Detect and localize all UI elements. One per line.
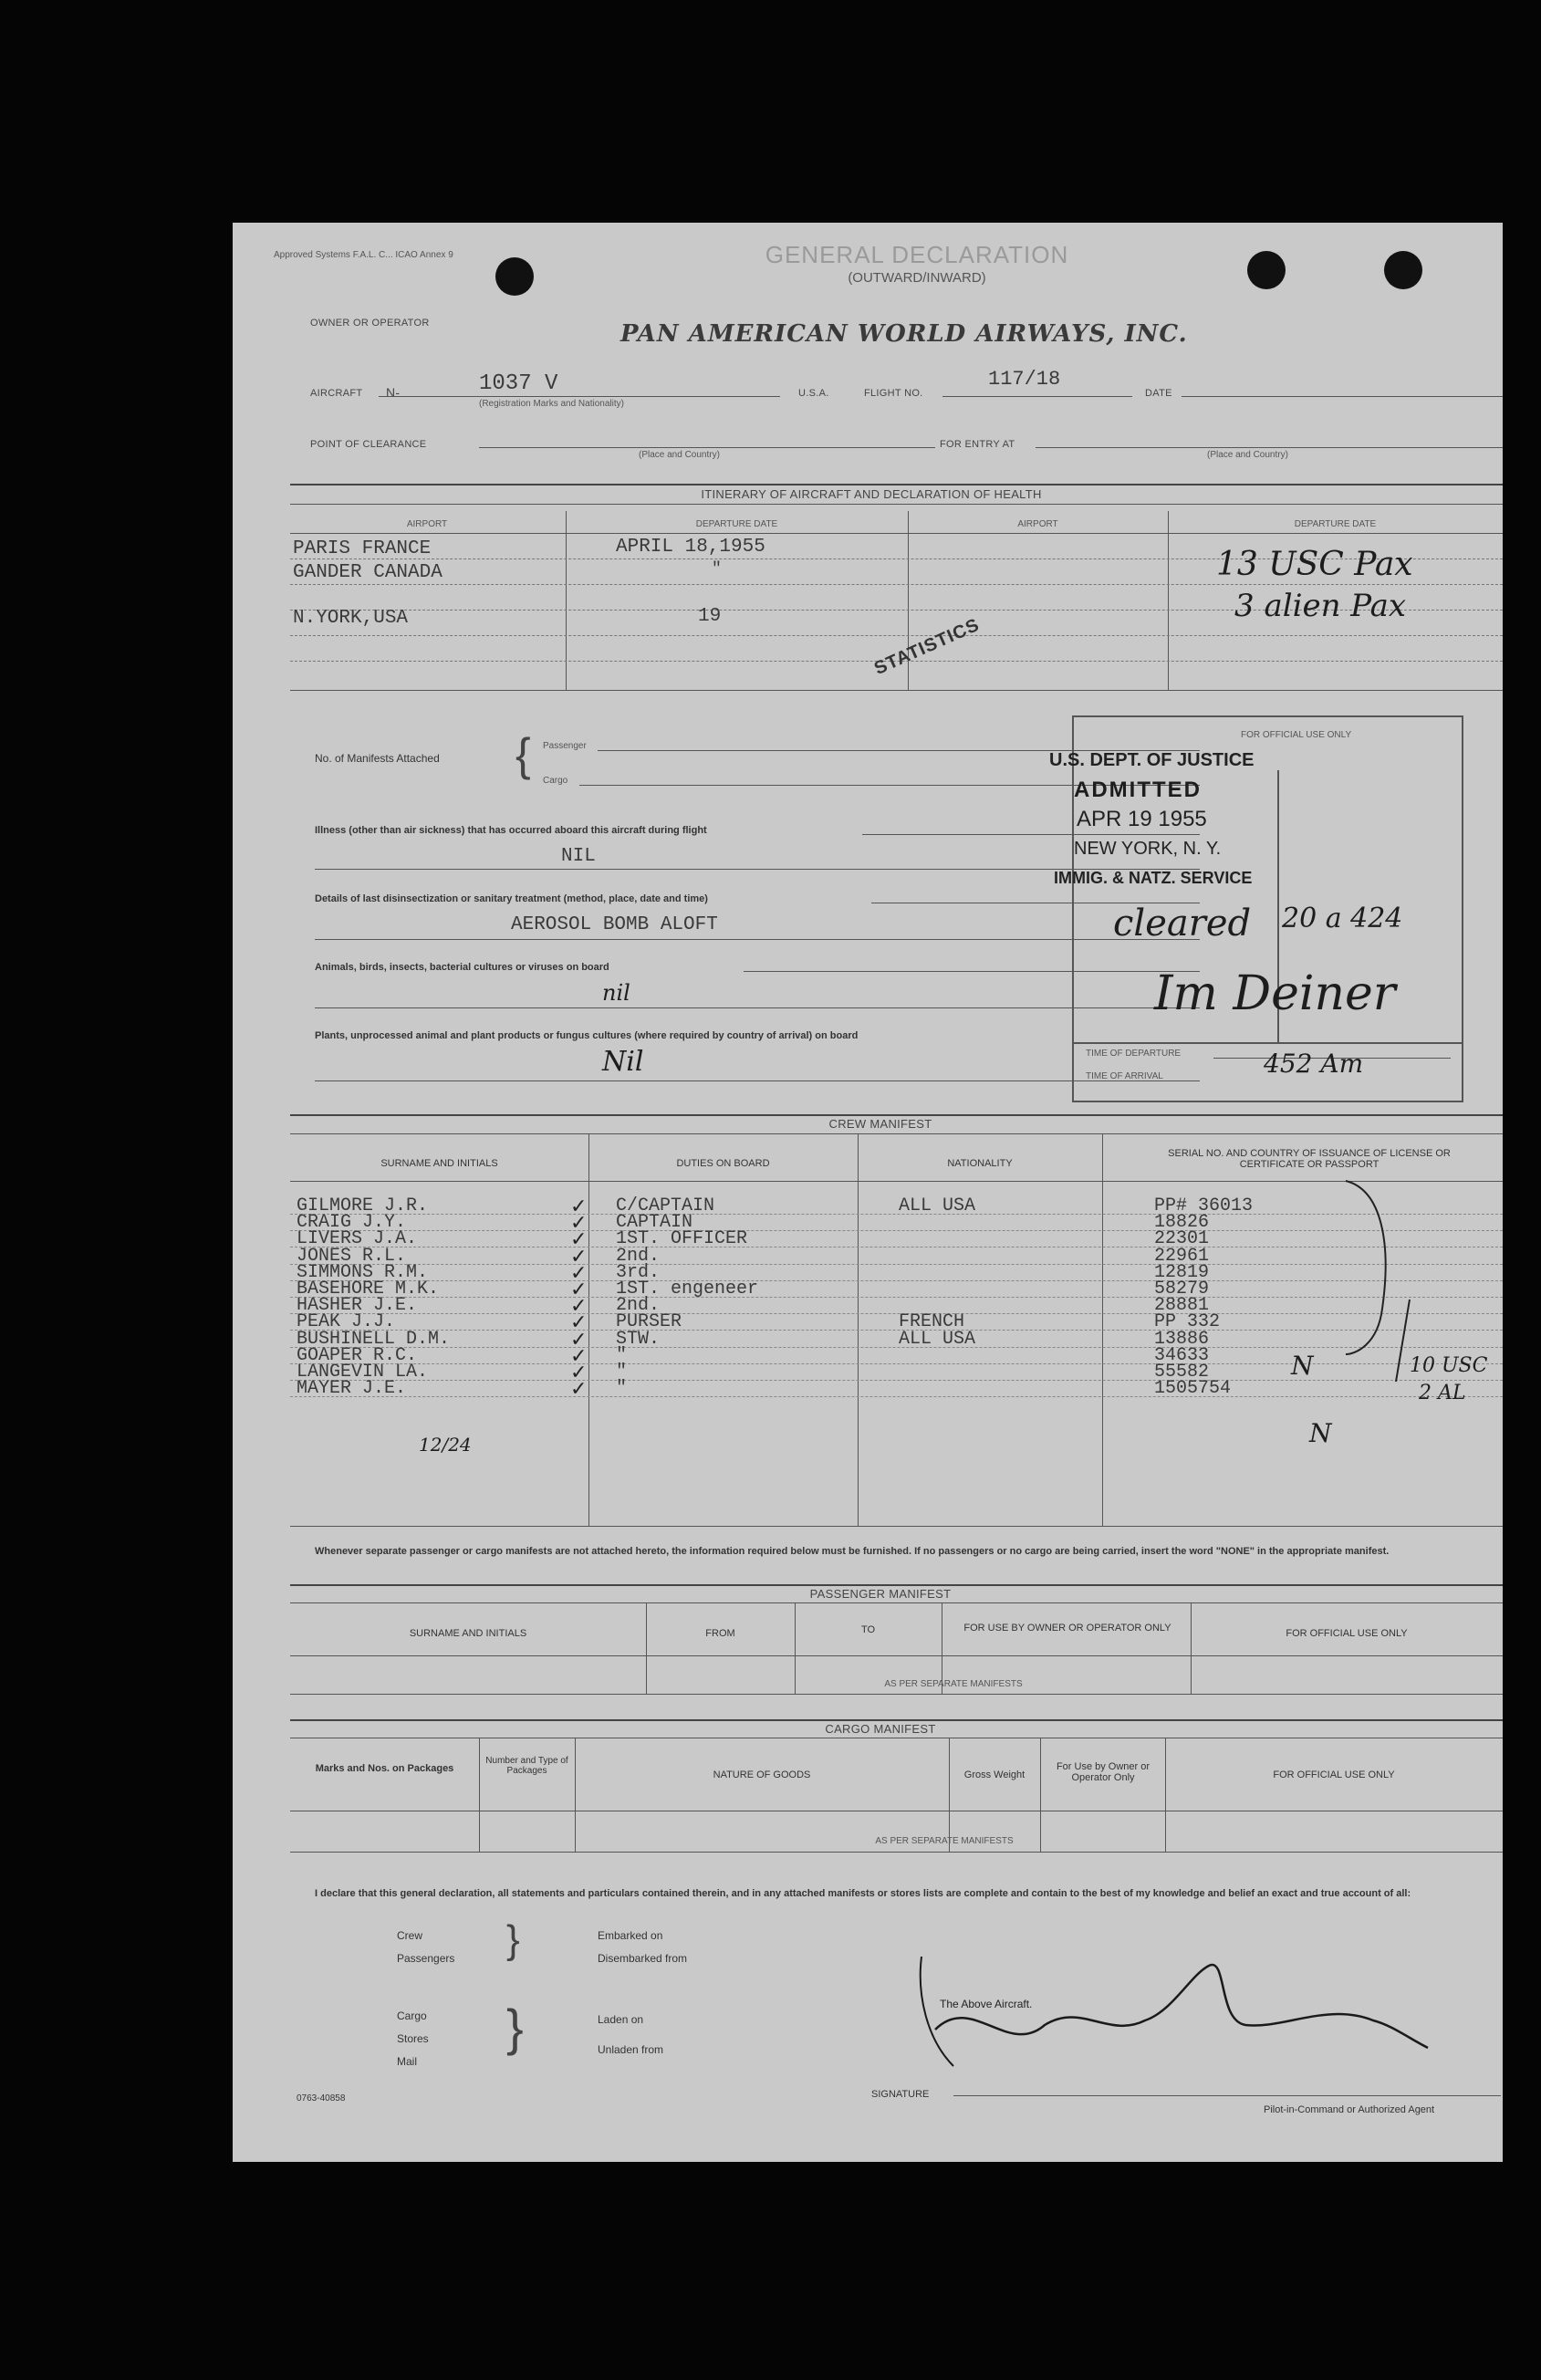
pax-col-from: FROM	[705, 1628, 735, 1639]
crew-serial: PP# 36013	[1154, 1195, 1254, 1216]
stamp-admitted: ADMITTED	[1074, 778, 1202, 802]
stamp-date: APR 19 1955	[1077, 807, 1207, 831]
aircraft-prefix: N-	[386, 385, 401, 400]
crew-serial: 28881	[1154, 1295, 1210, 1317]
crew-serial: 22301	[1154, 1228, 1210, 1250]
crew-name: MAYER J.E.	[297, 1378, 407, 1400]
crew-duty: C/CAPTAIN	[616, 1195, 715, 1216]
crew-serial: 22961	[1154, 1245, 1210, 1267]
punch-hole	[1384, 251, 1422, 289]
check-mark-icon: ✓	[570, 1244, 588, 1268]
hand-right-1: 10 USC	[1410, 1354, 1488, 1377]
crew-name: JONES R.L.	[297, 1245, 407, 1267]
departure-label: TIME OF DEPARTURE	[1086, 1049, 1182, 1059]
flight-label: FLIGHT NO.	[864, 388, 923, 399]
crew-serial: PP 332	[1154, 1311, 1221, 1333]
itinerary-heading: ITINERARY OF AIRCRAFT AND DECLARATION OF HEALTH	[701, 487, 1042, 501]
col-airport: AIRPORT	[406, 519, 448, 529]
handwritten-pax-count: 13 USC Pax	[1216, 546, 1413, 583]
aircraft-number: 1037 V	[479, 371, 558, 396]
col-airport-2: AIRPORT	[1017, 519, 1058, 529]
crew-row	[233, 1294, 1503, 1318]
crew-duty: 2nd.	[616, 1295, 661, 1317]
itinerary-date-2: "	[712, 560, 722, 579]
animals-value: nil	[602, 980, 630, 1006]
check-mark-icon: ✓	[570, 1227, 588, 1251]
check-mark-icon: ✓	[570, 1278, 588, 1300]
clearance-label: POINT OF CLEARANCE	[310, 439, 427, 450]
general-declaration-sheet	[233, 223, 1503, 2162]
crew-name: CRAIG J.Y.	[297, 1212, 407, 1234]
decl-cargo: Cargo	[397, 2009, 427, 2022]
stamp-city: NEW YORK, N. Y.	[1074, 839, 1222, 859]
hand-n1: N	[1291, 1351, 1314, 1381]
cargo-col-weight: Gross Weight	[963, 1769, 1026, 1780]
decl-laden: Laden on	[598, 2013, 644, 2026]
decl-crew: Crew	[397, 1929, 423, 1942]
crew-name: PEAK J.J.	[297, 1311, 396, 1333]
statistics-stamp: STATISTICS	[871, 614, 983, 680]
hand-n2: N	[1309, 1418, 1332, 1448]
hand-left-note: 12/24	[419, 1434, 472, 1456]
operator-name: PAN AMERICAN WORLD AIRWAYS, INC.	[620, 320, 1188, 348]
punch-hole	[1247, 251, 1286, 289]
col-departure-date-2: DEPARTURE DATE	[1294, 519, 1377, 529]
hand-right-2: 2 AL	[1419, 1382, 1466, 1404]
itinerary-date-3: 19	[698, 606, 722, 627]
registration-caption: (Registration Marks and Nationality)	[479, 399, 624, 409]
aircraft-label: AIRCRAFT	[310, 388, 363, 399]
plants-label: Plants, unprocessed animal and plant products or fungus cultures (where required by country of arrival) on board	[315, 1030, 859, 1041]
handwritten-alien-count: 3 alien Pax	[1234, 588, 1407, 624]
crew-row-rule	[290, 1396, 1503, 1397]
punch-hole	[495, 257, 534, 296]
crew-duty: STW.	[616, 1328, 661, 1350]
pax-col-to: TO	[860, 1624, 876, 1635]
crew-serial: 18826	[1154, 1212, 1210, 1234]
crew-serial: 13886	[1154, 1328, 1210, 1350]
pax-col-owner: FOR USE BY OWNER OR OPERATOR ONLY	[963, 1623, 1171, 1634]
usa-label: U.S.A.	[798, 388, 829, 399]
crew-row	[233, 1211, 1503, 1235]
crew-serial: 58279	[1154, 1279, 1210, 1300]
animals-label: Animals, birds, insects, bacterial cultures or viruses on board	[315, 962, 609, 973]
crew-name: BUSHINELL D.M.	[297, 1328, 451, 1350]
crew-serial: 34633	[1154, 1344, 1210, 1366]
decl-disembarked: Disembarked from	[598, 1952, 688, 1965]
crew-serial: 12819	[1154, 1261, 1210, 1283]
crew-row	[233, 1195, 1503, 1217]
brace-icon: {	[515, 729, 531, 780]
col-departure-date: DEPARTURE DATE	[695, 519, 778, 529]
decl-brace-icon-2: }	[506, 1999, 524, 2056]
check-mark-icon: ✓	[570, 1260, 588, 1284]
crew-name: GILMORE J.R.	[297, 1195, 429, 1216]
check-mark-icon: ✓	[570, 1343, 588, 1367]
crew-serial: 1505754	[1154, 1378, 1232, 1400]
crew-nationality: ALL USA	[899, 1195, 976, 1216]
crew-duty: PURSER	[616, 1311, 682, 1333]
crew-bracket-mark	[1328, 1172, 1501, 1427]
disinsect-label: Details of last disinsectization or sanitary treatment (method, place, date and time)	[315, 893, 708, 904]
decl-passengers: Passengers	[397, 1952, 455, 1965]
illness-value: NIL	[561, 846, 596, 867]
decl-above-aircraft: The Above Aircraft.	[940, 1998, 1033, 2010]
check-mark-icon: ✓	[570, 1294, 588, 1318]
crew-row	[233, 1327, 1503, 1351]
crew-name: HASHER J.E.	[297, 1295, 418, 1317]
crew-duty: 3rd.	[616, 1261, 661, 1283]
itinerary-airport-1: PARIS FRANCE	[293, 538, 432, 559]
date-label: DATE	[1145, 388, 1172, 399]
crew-serial: 55582	[1154, 1362, 1210, 1383]
cargo-label: Cargo	[543, 776, 568, 786]
arrival-label: TIME OF ARRIVAL	[1086, 1071, 1163, 1081]
crew-row	[233, 1377, 1503, 1401]
official-signature: Im Deiner	[1154, 966, 1396, 1021]
check-mark-icon: ✓	[570, 1310, 588, 1334]
owner-label: OWNER OR OPERATOR	[310, 318, 430, 329]
crew-duty: 1ST. engeneer	[616, 1279, 759, 1300]
pax-col-official: FOR OFFICIAL USE ONLY	[1286, 1628, 1408, 1639]
hand-note: 20 a 424	[1282, 903, 1403, 934]
crew-duty: "	[616, 1362, 628, 1383]
form-title: GENERAL DECLARATION	[765, 241, 1069, 268]
illness-label: Illness (other than air sickness) that has occurred aboard this aircraft during flight	[315, 825, 707, 836]
signature-label: SIGNATURE	[871, 2089, 930, 2100]
form-subtitle: (OUTWARD/INWARD)	[848, 270, 986, 286]
cargo-note: AS PER SEPARATE MANIFESTS	[875, 1836, 1014, 1846]
decl-mail: Mail	[397, 2055, 418, 2068]
stamp-service: IMMIG. & NATZ. SERVICE	[1054, 869, 1253, 887]
pax-col-name: SURNAME AND INITIALS	[409, 1628, 527, 1639]
itinerary-airport-3: N.YORK,USA	[293, 608, 409, 629]
check-mark-icon: ✓	[570, 1361, 588, 1383]
crew-col-serial: SERIAL NO. AND COUNTRY OF ISSUANCE OF LICENSE OR CERTIFICATE OR PASSPORT	[1168, 1148, 1451, 1170]
crew-heading: CREW MANIFEST	[828, 1117, 932, 1131]
disinsect-value: AEROSOL BOMB ALOFT	[511, 914, 718, 935]
check-mark-icon: ✓	[570, 1377, 588, 1401]
official-use-label: FOR OFFICIAL USE ONLY	[1241, 730, 1352, 740]
place-caption-2: (Place and Country)	[1207, 450, 1288, 460]
declaration-text: I declare that this general declaration, all statements and particulars contained therein, and in any attached manifests or stores lists are complete and contain to the best of my knowledge and belief an exact and true account of all:	[315, 1888, 1411, 1899]
check-mark-icon: ✓	[570, 1327, 588, 1351]
check-mark-icon: ✓	[570, 1195, 588, 1217]
stamp-dept: U.S. DEPT. OF JUSTICE	[1049, 750, 1255, 770]
crew-nationality: FRENCH	[899, 1311, 965, 1333]
approval-line: Approved Systems F.A.L. C... ICAO Annex 9	[274, 250, 453, 260]
arrival-value: 452 Am	[1264, 1049, 1364, 1079]
decl-embarked: Embarked on	[598, 1929, 663, 1942]
cargo-col-number: Number and Type of Packages	[485, 1756, 568, 1776]
pax-note: AS PER SEPARATE MANIFESTS	[884, 1679, 1023, 1689]
crew-duty: 1ST. OFFICER	[616, 1228, 748, 1250]
cargo-heading: CARGO MANIFEST	[825, 1722, 936, 1736]
crew-col-nationality: NATIONALITY	[947, 1158, 1013, 1169]
pilot-signature	[899, 1938, 1446, 2084]
crew-name: BASEHORE M.K.	[297, 1279, 440, 1300]
crew-name: LANGEVIN LA.	[297, 1362, 429, 1383]
cargo-col-marks: Marks and Nos. on Packages	[315, 1763, 454, 1774]
itinerary-airport-2: GANDER CANADA	[293, 562, 443, 583]
crew-duty: "	[616, 1344, 628, 1366]
decl-brace-icon: }	[506, 1917, 520, 1962]
crew-duty: "	[616, 1378, 628, 1400]
place-caption: (Place and Country)	[639, 450, 720, 460]
itinerary-date-1: APRIL 18,1955	[616, 537, 765, 558]
passenger-label: Passenger	[543, 741, 587, 751]
passenger-heading: PASSENGER MANIFEST	[809, 1587, 952, 1601]
pilot-label: Pilot-in-Command or Authorized Agent	[1264, 2104, 1435, 2115]
crew-row	[233, 1278, 1503, 1300]
plants-value: Nil	[602, 1046, 644, 1078]
flight-number: 117/18	[988, 368, 1061, 391]
crew-nationality: ALL USA	[899, 1328, 976, 1350]
cargo-col-owner: For Use by Owner or Operator Only	[1056, 1761, 1151, 1783]
crew-duty: 2nd.	[616, 1245, 661, 1267]
manifest-notice: Whenever separate passenger or cargo manifests are not attached hereto, the information required below must be furnished. If no passengers or no cargo are being carried, insert the word "NONE" in the appropriate manifest.	[315, 1546, 1390, 1557]
cargo-col-nature: NATURE OF GOODS	[713, 1769, 811, 1780]
cargo-col-official: FOR OFFICIAL USE ONLY	[1273, 1769, 1395, 1780]
crew-name: GOAPER R.C.	[297, 1344, 418, 1366]
crew-col-duties: DUTIES ON BOARD	[676, 1158, 770, 1169]
hand-cleared: cleared	[1113, 903, 1252, 945]
crew-row	[233, 1227, 1503, 1251]
form-number: 0763-40858	[297, 2093, 346, 2103]
entry-label: FOR ENTRY AT	[940, 439, 1015, 450]
check-mark-icon: ✓	[570, 1211, 588, 1235]
crew-name: LIVERS J.A.	[297, 1228, 418, 1250]
manifests-label: No. of Manifests Attached	[315, 752, 440, 765]
decl-stores: Stores	[397, 2032, 429, 2045]
decl-unladen: Unladen from	[598, 2043, 664, 2056]
crew-col-name: SURNAME AND INITIALS	[380, 1158, 498, 1169]
crew-duty: CAPTAIN	[616, 1212, 693, 1234]
crew-name: SIMMONS R.M.	[297, 1261, 429, 1283]
